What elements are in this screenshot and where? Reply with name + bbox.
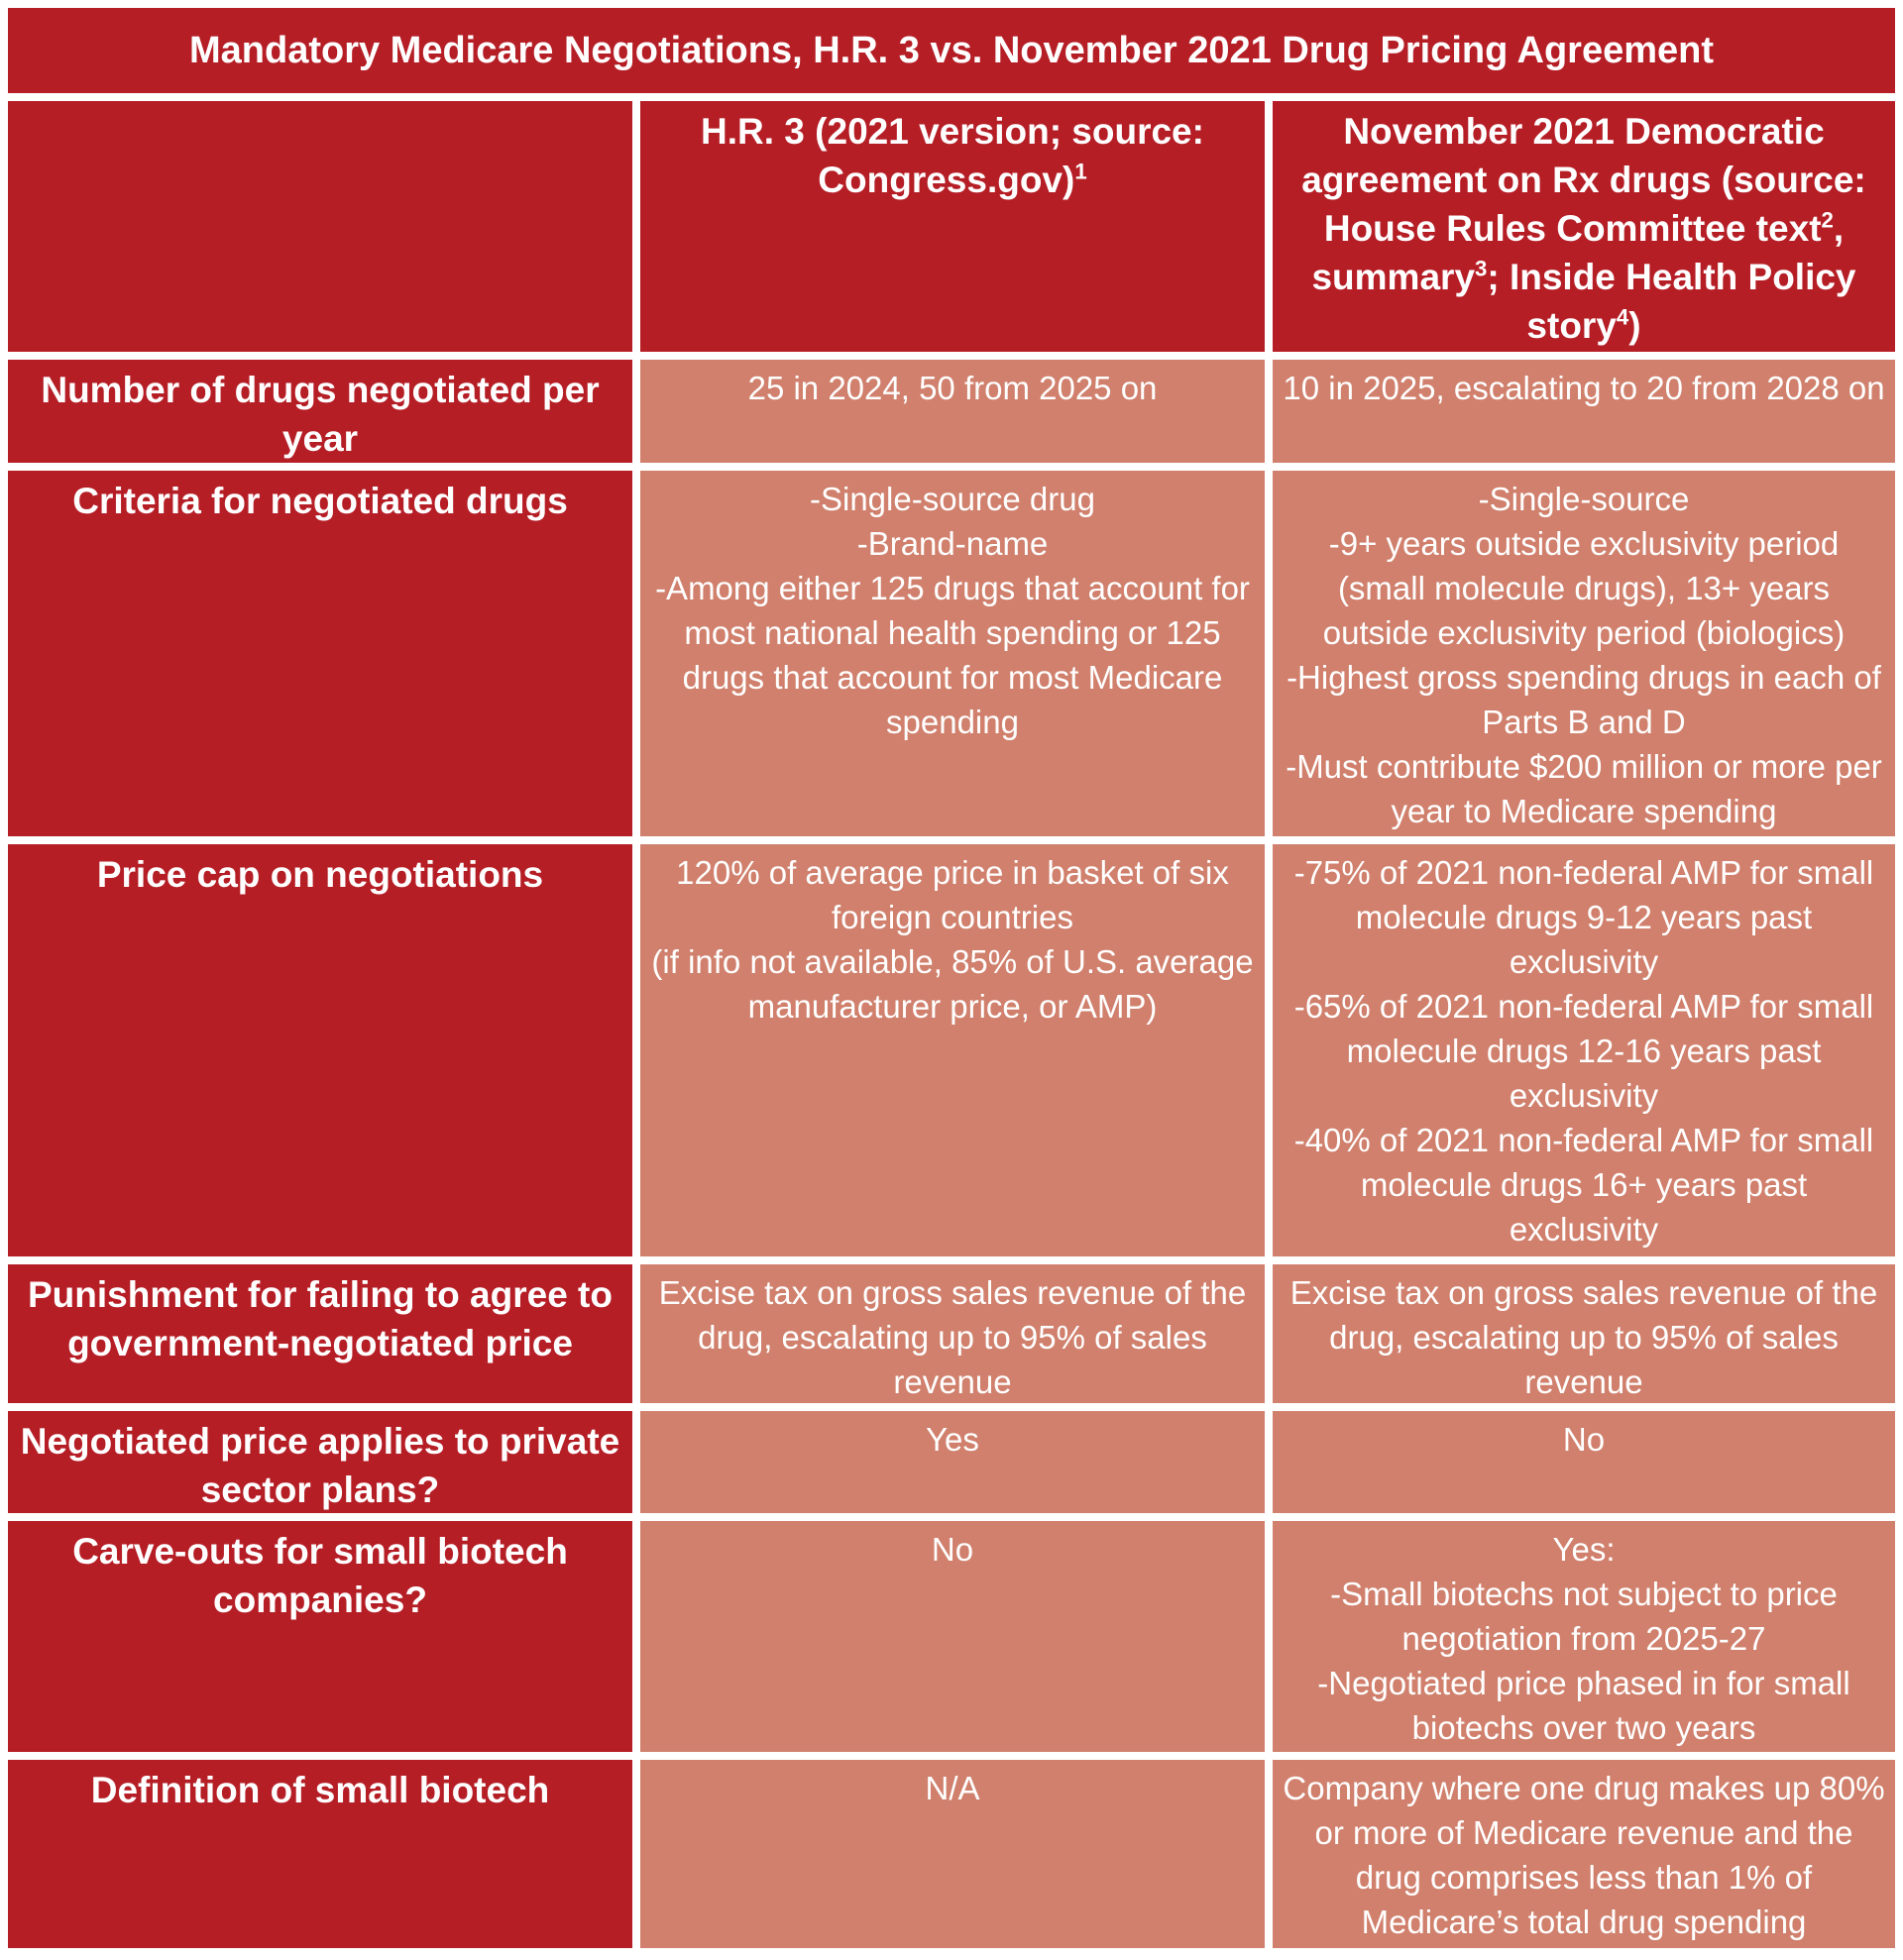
cell-line: -Single-source drug (810, 481, 1095, 517)
row-label: Carve-outs for small biotech companies? (8, 1521, 632, 1752)
cell-line: Yes: (1552, 1531, 1616, 1568)
header-nov2021-text-c: ; Inside Health Policy story (1487, 257, 1856, 346)
hr3-cell (640, 471, 1265, 836)
header-nov2021 (1273, 101, 1895, 352)
cell-line: -75% of 2021 non-federal AMP for small molecule drugs 9-12 years past exclusivity (1293, 854, 1874, 980)
row-label: Criteria for negotiated drugs (8, 471, 632, 836)
nov2021-cell (1273, 360, 1895, 463)
cell-line: -40% of 2021 non-federal AMP for small molecule drugs 16+ years past exclusivity (1293, 1122, 1874, 1248)
cell-line: -9+ years outside exclusivity period (small molecule drugs), 13+ years outside exclusivity period (biologics) (1322, 525, 1846, 651)
header-corner (8, 101, 632, 352)
cell-line: Excise tax on gross sales revenue of the drug, escalating up to 95% of sales revenue (1289, 1274, 1878, 1400)
footnote-2: 2 (1821, 207, 1834, 233)
nov2021-cell (1273, 1264, 1895, 1403)
cell-line: -65% of 2021 non-federal AMP for small molecule drugs 12-16 years past exclusivity (1293, 988, 1874, 1114)
nov2021-cell (1273, 1521, 1895, 1752)
row-label: Definition of small biotech (8, 1760, 632, 1948)
header-hr3-text: H.R. 3 (2021 version; source: Congress.gov) (701, 111, 1204, 200)
cell-line: Yes (926, 1421, 979, 1458)
footnote-1: 1 (1074, 159, 1087, 184)
header-nov2021-text-a: November 2021 Democratic agreement on Rx drugs (source: House Rules Committee text (1301, 111, 1866, 249)
cell-line: No (931, 1531, 974, 1568)
cell-line: 120% of average price in basket of six foreign countries (676, 854, 1229, 935)
cell-line: -Among either 125 drugs that account for most national health spending or 125 drugs that account for most Medicare spending (655, 570, 1250, 740)
comparison-table (8, 101, 1895, 1948)
cell-line: N/A (925, 1770, 980, 1806)
header-nov2021-text-b: , summary (1311, 208, 1845, 297)
cell-line: -Brand-name (856, 525, 1049, 562)
hr3-cell (640, 844, 1265, 1256)
cell-line: -Highest gross spending drugs in each of Parts B and D (1287, 659, 1881, 740)
nov2021-cell (1273, 471, 1895, 836)
cell-line: -Must contribute $200 million or more per year to Medicare spending (1286, 748, 1882, 829)
cell-line: -Single-source (1478, 481, 1690, 517)
hr3-cell (640, 360, 1265, 463)
nov2021-cell (1273, 1760, 1895, 1948)
header-hr3 (640, 101, 1265, 352)
hr3-cell (640, 1264, 1265, 1403)
row-label: Price cap on negotiations (8, 844, 632, 1256)
cell-line: -Negotiated price phased in for small biotechs over two years (1317, 1665, 1850, 1746)
cell-line: (if info not available, 85% of U.S. average manufacturer price, or AMP) (651, 943, 1254, 1025)
cell-line: 10 in 2025, escalating to 20 from 2028 on (1283, 370, 1885, 406)
cell-line: -Small biotechs not subject to price negotiation from 2025-27 (1330, 1576, 1838, 1657)
hr3-cell (640, 1760, 1265, 1948)
header-nov2021-text-d: ) (1628, 305, 1641, 346)
hr3-cell (640, 1411, 1265, 1513)
hr3-cell (640, 1521, 1265, 1752)
row-label: Punishment for failing to agree to government-negotiated price (8, 1264, 632, 1403)
cell-line: Company where one drug makes up 80% or more of Medicare revenue and the drug comprises less than 1% of Medicare’s total drug spending (1283, 1770, 1885, 1940)
nov2021-cell (1273, 1411, 1895, 1513)
table-title: Mandatory Medicare Negotiations, H.R. 3 vs. November 2021 Drug Pricing Agreement (8, 8, 1895, 93)
row-label: Negotiated price applies to private sector plans? (8, 1411, 632, 1513)
footnote-4: 4 (1616, 304, 1629, 330)
nov2021-cell (1273, 844, 1895, 1256)
cell-line: No (1562, 1421, 1606, 1458)
footnote-3: 3 (1475, 256, 1488, 281)
cell-line: Excise tax on gross sales revenue of the drug, escalating up to 95% of sales revenue (658, 1274, 1247, 1400)
cell-line: 25 in 2024, 50 from 2025 on (747, 370, 1158, 406)
row-label: Number of drugs negotiated per year (8, 360, 632, 463)
